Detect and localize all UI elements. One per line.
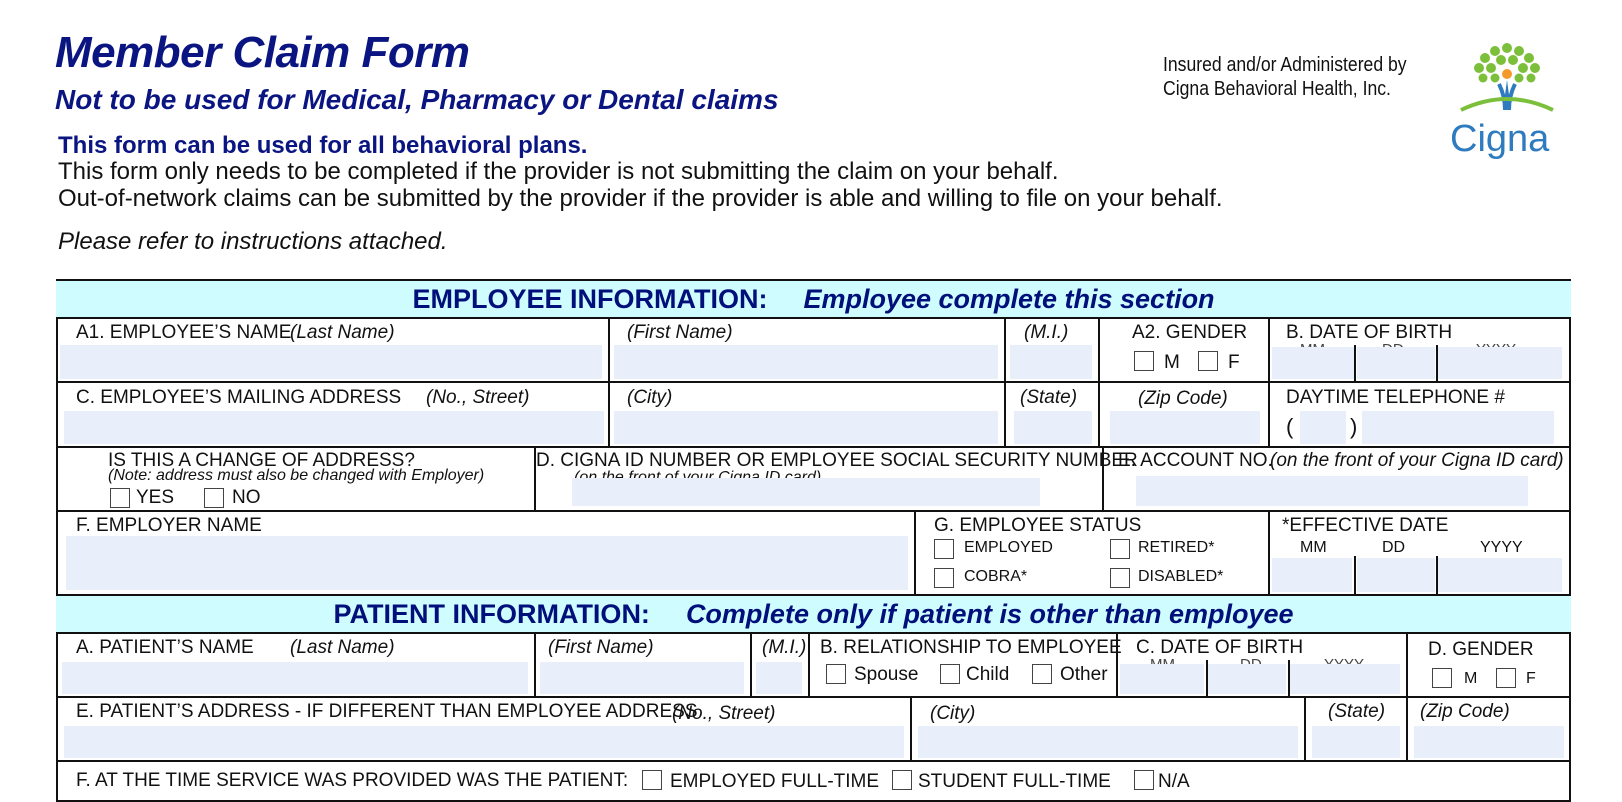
patient-dob-cell [1118, 634, 1408, 698]
patient-state-input[interactable] [1312, 726, 1400, 758]
patient-heading: PATIENT INFORMATION: [333, 598, 650, 629]
employee-dob-dd-input[interactable] [1357, 347, 1435, 379]
patient-address-label: E. PATIENT’S ADDRESS - IF DIFFERENT THAN EMPLOYEE ADDRESS [76, 701, 698, 722]
patient-relationship-label: B. RELATIONSHIP TO EMPLOYEE [820, 637, 1122, 658]
patient-last-name-input[interactable] [62, 662, 528, 694]
employee-last-name-label: (Last Name) [290, 322, 395, 343]
patient-last-name-label: (Last Name) [290, 637, 395, 658]
change-address-no-checkbox[interactable] [204, 488, 224, 508]
patient-student-ft-checkbox[interactable] [892, 770, 912, 790]
change-address-yes-checkbox[interactable] [110, 488, 130, 508]
employee-name-label: A1. EMPLOYEE’S NAME [76, 322, 292, 343]
employer-name-input[interactable] [66, 536, 908, 590]
employee-dob-yyyy-input[interactable] [1438, 347, 1562, 379]
employee-zip-input[interactable] [1110, 411, 1260, 444]
phone-area-open-paren: ( [1286, 414, 1294, 439]
employee-dob-label: B. DATE OF BIRTH [1286, 322, 1453, 343]
status-disabled-checkbox[interactable] [1110, 568, 1130, 588]
admin-line-2: Cigna Behavioral Health, Inc. [1163, 78, 1391, 100]
status-employed-checkbox[interactable] [934, 539, 954, 559]
patient-student-ft-label: STUDENT FULL-TIME [918, 771, 1111, 792]
intro-line-1: This form only needs to be completed if the provider is not submitting the claim on your behalf. [58, 158, 1059, 185]
employee-state-cell [1006, 383, 1100, 448]
patient-gender-m-label: M [1464, 670, 1478, 687]
status-retired-checkbox[interactable] [1110, 539, 1130, 559]
employer-name-label: F. EMPLOYER NAME [76, 515, 262, 536]
employee-city-label: (City) [627, 387, 673, 408]
employee-mi-input[interactable] [1010, 345, 1092, 379]
employee-last-name-cell [58, 319, 610, 383]
patient-street-label: (No., Street) [672, 703, 776, 724]
employee-phone-cell [1270, 383, 1571, 448]
relationship-other-checkbox[interactable] [1032, 664, 1052, 684]
cigna-id-label: D. CIGNA ID NUMBER OR EMPLOYEE SOCIAL SECURITY NUMBER [536, 450, 1138, 471]
employee-dob-mm-input[interactable] [1272, 347, 1354, 379]
patient-street-cell [58, 698, 912, 762]
patient-section-header [56, 594, 1571, 634]
patient-dob-yyyy-input[interactable] [1290, 664, 1400, 694]
patient-mi-input[interactable] [756, 662, 802, 694]
patient-gender-label: D. GENDER [1428, 639, 1534, 660]
employee-first-name-label: (First Name) [627, 322, 733, 343]
status-disabled-label: DISABLED* [1138, 568, 1224, 585]
employee-subheading: Employee complete this section [803, 283, 1215, 314]
account-number-note: (on the front of your Cigna ID card) [1270, 450, 1564, 471]
employee-first-name-input[interactable] [614, 345, 998, 379]
patient-dob-dd-input[interactable] [1208, 664, 1286, 694]
employee-phone-number-input[interactable] [1362, 411, 1554, 444]
account-number-label: E. ACCOUNT NO. [1118, 450, 1273, 471]
employee-mi-label: (M.I.) [1024, 322, 1069, 343]
patient-street-input[interactable] [64, 726, 904, 758]
employee-city-cell [610, 383, 1006, 448]
patient-zip-label: (Zip Code) [1420, 701, 1510, 722]
employer-name-cell [58, 512, 916, 596]
patient-state-cell [1306, 698, 1408, 762]
employee-gender-f-label: F [1228, 352, 1240, 373]
employee-last-name-input[interactable] [60, 345, 602, 379]
employee-street-input[interactable] [64, 411, 604, 444]
patient-first-name-label: (First Name) [548, 637, 654, 658]
patient-mi-label: (M.I.) [762, 637, 807, 658]
patient-status-row [58, 762, 1571, 802]
patient-subheading: Complete only if patient is other than employee [685, 598, 1294, 629]
patient-dob-mm-input[interactable] [1120, 664, 1204, 694]
patient-employed-ft-label: EMPLOYED FULL-TIME [670, 771, 880, 792]
patient-mi-cell [752, 634, 810, 698]
employee-zip-label: (Zip Code) [1138, 388, 1228, 409]
employee-gender-label: A2. GENDER [1132, 322, 1248, 343]
status-cobra-label: COBRA* [964, 568, 1028, 585]
change-of-address-note: (Note: address must also be changed with Employer) [108, 467, 485, 484]
status-retired-label: RETIRED* [1138, 539, 1215, 556]
patient-gender-f-checkbox[interactable] [1496, 668, 1516, 688]
effective-date-yyyy: YYYY [1480, 539, 1523, 556]
patient-relationship-cell [810, 634, 1122, 698]
relationship-child-checkbox[interactable] [940, 664, 960, 684]
employee-gender-cell [1100, 319, 1270, 383]
account-number-input[interactable] [1136, 476, 1528, 506]
admin-line-1: Insured and/or Administered by [1163, 54, 1407, 76]
patient-dob-label: C. DATE OF BIRTH [1136, 637, 1304, 658]
change-address-no-label: NO [232, 487, 261, 508]
effective-date-mm-input[interactable] [1272, 558, 1352, 592]
relationship-child-label: Child [966, 664, 1010, 685]
patient-status-label: F. AT THE TIME SERVICE WAS PROVIDED WAS THE PATIENT: [76, 770, 629, 791]
change-of-address-label: IS THIS A CHANGE OF ADDRESS? [108, 450, 415, 471]
employee-state-input[interactable] [1014, 411, 1092, 444]
patient-first-name-input[interactable] [540, 662, 744, 694]
patient-first-name-cell [536, 634, 752, 698]
account-number-cell [1104, 448, 1571, 512]
administrator-note [1163, 53, 1407, 101]
patient-zip-input[interactable] [1414, 726, 1564, 758]
employee-gender-f-checkbox[interactable] [1198, 351, 1218, 371]
status-cobra-checkbox[interactable] [934, 568, 954, 588]
form-title: Member Claim Form [55, 28, 470, 77]
patient-na-checkbox[interactable] [1134, 770, 1154, 790]
patient-name-label: A. PATIENT’S NAME [76, 637, 254, 658]
change-of-address-cell [58, 448, 536, 512]
effective-date-dd-input[interactable] [1357, 558, 1435, 592]
effective-date-cell [1270, 512, 1571, 596]
cigna-id-input[interactable] [572, 478, 1040, 506]
effective-date-mm: MM [1300, 539, 1327, 556]
relationship-other-label: Other [1060, 664, 1108, 685]
patient-employed-ft-checkbox[interactable] [642, 770, 662, 790]
employee-heading: EMPLOYEE INFORMATION: [412, 283, 768, 314]
employee-street-label: (No., Street) [426, 387, 530, 408]
employee-zip-cell [1100, 383, 1270, 448]
employee-phone-label: DAYTIME TELEPHONE # [1286, 387, 1505, 408]
patient-last-name-cell [58, 634, 536, 698]
patient-gender-f-label: F [1526, 670, 1536, 687]
employee-state-label: (State) [1020, 387, 1078, 408]
intro-line-2: Out-of-network claims can be submitted by the provider if the provider is able and willing to file on your behalf. [58, 185, 1223, 212]
phone-area-close-paren: ) [1350, 414, 1358, 439]
employee-status-label: G. EMPLOYEE STATUS [934, 515, 1142, 536]
employee-gender-m-label: M [1164, 352, 1180, 373]
effective-date-yyyy-input[interactable] [1438, 558, 1562, 592]
patient-na-label: N/A [1158, 771, 1190, 792]
employee-first-name-cell [610, 319, 1006, 383]
change-address-yes-label: YES [136, 487, 175, 508]
form-subtitle: Not to be used for Medical, Pharmacy or Dental claims [55, 84, 779, 115]
patient-city-label: (City) [930, 703, 976, 724]
patient-state-label: (State) [1328, 701, 1386, 722]
employee-city-input[interactable] [614, 411, 998, 444]
cigna-id-cell [536, 448, 1138, 512]
patient-gender-cell [1408, 634, 1571, 698]
effective-date-label: *EFFECTIVE DATE [1282, 515, 1449, 536]
relationship-spouse-checkbox[interactable] [826, 664, 846, 684]
employee-address-label: C. EMPLOYEE’S MAILING ADDRESS [76, 387, 402, 408]
employee-phone-area-input[interactable] [1300, 411, 1346, 444]
intro-bold-text: This form can be used for all behavioral plans. [58, 132, 588, 159]
employee-status-cell [916, 512, 1270, 596]
employee-dob-cell [1270, 319, 1571, 383]
employee-section-header [56, 279, 1571, 319]
status-employed-label: EMPLOYED [964, 539, 1053, 556]
instructions-note: Please refer to instructions attached. [58, 228, 448, 255]
cigna-logo-wordmark: Cigna [1450, 118, 1550, 160]
patient-city-cell [912, 698, 1306, 762]
employee-street-cell [58, 383, 610, 448]
patient-city-input[interactable] [918, 726, 1298, 758]
relationship-spouse-label: Spouse [854, 664, 919, 685]
patient-zip-cell [1408, 698, 1571, 762]
employee-gender-m-checkbox[interactable] [1134, 351, 1154, 371]
employee-mi-cell [1006, 319, 1100, 383]
patient-gender-m-checkbox[interactable] [1432, 668, 1452, 688]
effective-date-dd: DD [1382, 539, 1406, 556]
